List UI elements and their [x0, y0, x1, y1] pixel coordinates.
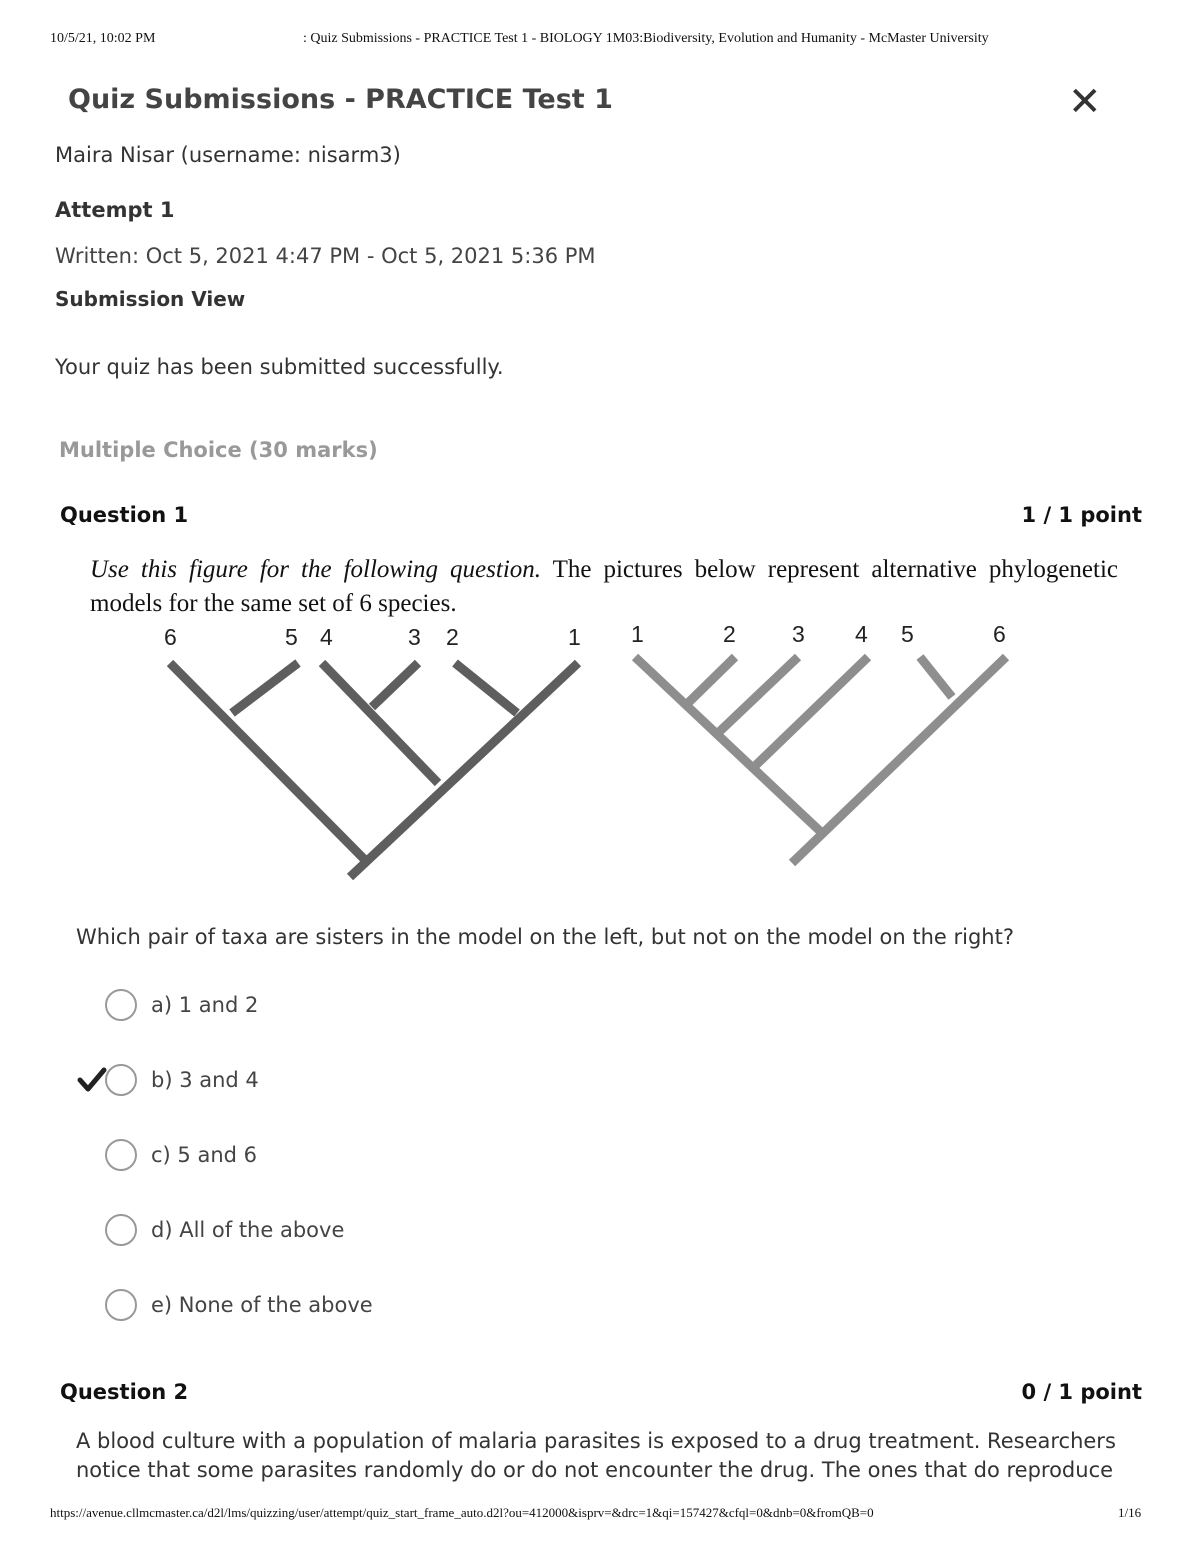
- answer-choice-a[interactable]: [105, 986, 258, 1024]
- question-1-title: Question 1: [60, 503, 189, 527]
- figure-caption-italic: Use this figure for the following question.: [90, 556, 542, 583]
- choice-label: e) None of the above: [151, 1293, 373, 1317]
- checkmark-icon: [77, 1065, 107, 1095]
- answer-choice-c[interactable]: [105, 1136, 257, 1174]
- question-1-prompt: Which pair of taxa are sisters in the model on the left, but not on the model on the right?: [76, 925, 1014, 949]
- radio-button[interactable]: [105, 1214, 137, 1246]
- print-url: https://avenue.cllmcmaster.ca/d2l/lms/quizzing/user/attempt/quiz_start_frame_auto.d2l?ou=412000&isprv=&drc=1&qi=157427&cfql=0&dnb=0&fromQB=0: [50, 1505, 874, 1520]
- answer-choice-b[interactable]: [105, 1061, 259, 1099]
- right-tree-label: 1: [631, 621, 644, 647]
- right-tree-branch: [688, 657, 735, 703]
- radio-button[interactable]: [105, 1064, 137, 1096]
- submission-view-label: Submission View: [55, 287, 246, 311]
- right-tree-label: 3: [792, 621, 805, 647]
- print-page-title: : Quiz Submissions - PRACTICE Test 1 - BIOLOGY 1M03:Biodiversity, Evolution and Humanity - McMaster University: [303, 31, 989, 46]
- question-2-text: A blood culture with a population of malaria parasites is exposed to a drug treatment. Researchers notice that some parasites randomly do or do not encounter the drug. The ones that do reproduce: [76, 1429, 1116, 1482]
- figure-caption-text: The pictures below represent alternative phylogenetic models for the same set of 6 species.: [90, 556, 1119, 617]
- print-datetime: 10/5/21, 10:02 PM: [50, 31, 156, 46]
- left-tree-branch: [372, 663, 418, 707]
- right-tree-branch: [756, 657, 868, 765]
- right-phylogenetic-tree: [635, 657, 1006, 863]
- close-icon[interactable]: ✕: [1068, 79, 1102, 125]
- choice-label: b) 3 and 4: [151, 1068, 259, 1092]
- left-tree-label: 3: [408, 624, 421, 650]
- left-tree-branch: [170, 663, 368, 863]
- choice-label: a) 1 and 2: [151, 993, 259, 1017]
- right-tree-label: 4: [855, 621, 868, 647]
- radio-button[interactable]: [105, 1139, 137, 1171]
- print-page-counter: 1/16: [1118, 1505, 1142, 1520]
- figure-caption: [90, 553, 1118, 621]
- left-tree-branch: [322, 663, 438, 783]
- right-tree-branch: [635, 657, 822, 833]
- section-title: Multiple Choice (30 marks): [59, 438, 378, 462]
- radio-button[interactable]: [105, 1289, 137, 1321]
- right-tree-branch: [718, 657, 798, 733]
- right-tree-label: 5: [901, 621, 914, 647]
- question-1-points: 1 / 1 point: [1021, 503, 1142, 527]
- question-2-points: 0 / 1 point: [1021, 1380, 1142, 1404]
- user-info: Maira Nisar (username: nisarm3): [55, 143, 401, 167]
- status-message: Your quiz has been submitted successfully.: [55, 355, 504, 379]
- left-tree-label: 4: [320, 624, 333, 650]
- left-tree-branch: [232, 663, 298, 713]
- right-tree-label: 6: [993, 621, 1006, 647]
- left-tree-branch: [455, 663, 517, 713]
- radio-button[interactable]: [105, 989, 137, 1021]
- left-tree-label: 1: [568, 624, 581, 650]
- left-tree-label: 6: [164, 624, 177, 650]
- written-time: Written: Oct 5, 2021 4:47 PM - Oct 5, 2021 5:36 PM: [55, 244, 596, 268]
- right-tree-branch: [920, 657, 952, 697]
- choice-label: d) All of the above: [151, 1218, 345, 1242]
- answer-choice-d[interactable]: [105, 1211, 344, 1249]
- attempt-label: Attempt 1: [55, 198, 175, 222]
- page-title: Quiz Submissions - PRACTICE Test 1: [68, 84, 613, 115]
- question-2-title: Question 2: [60, 1380, 189, 1404]
- choice-label: c) 5 and 6: [151, 1143, 257, 1167]
- right-tree-branch: [792, 657, 1006, 863]
- left-phylogenetic-tree: [170, 663, 578, 877]
- right-tree-label: 2: [723, 621, 736, 647]
- phylogeny-figure: [150, 615, 1030, 890]
- left-tree-label: 5: [285, 624, 298, 650]
- left-tree-label: 2: [446, 624, 459, 650]
- answer-choice-e[interactable]: [105, 1286, 373, 1324]
